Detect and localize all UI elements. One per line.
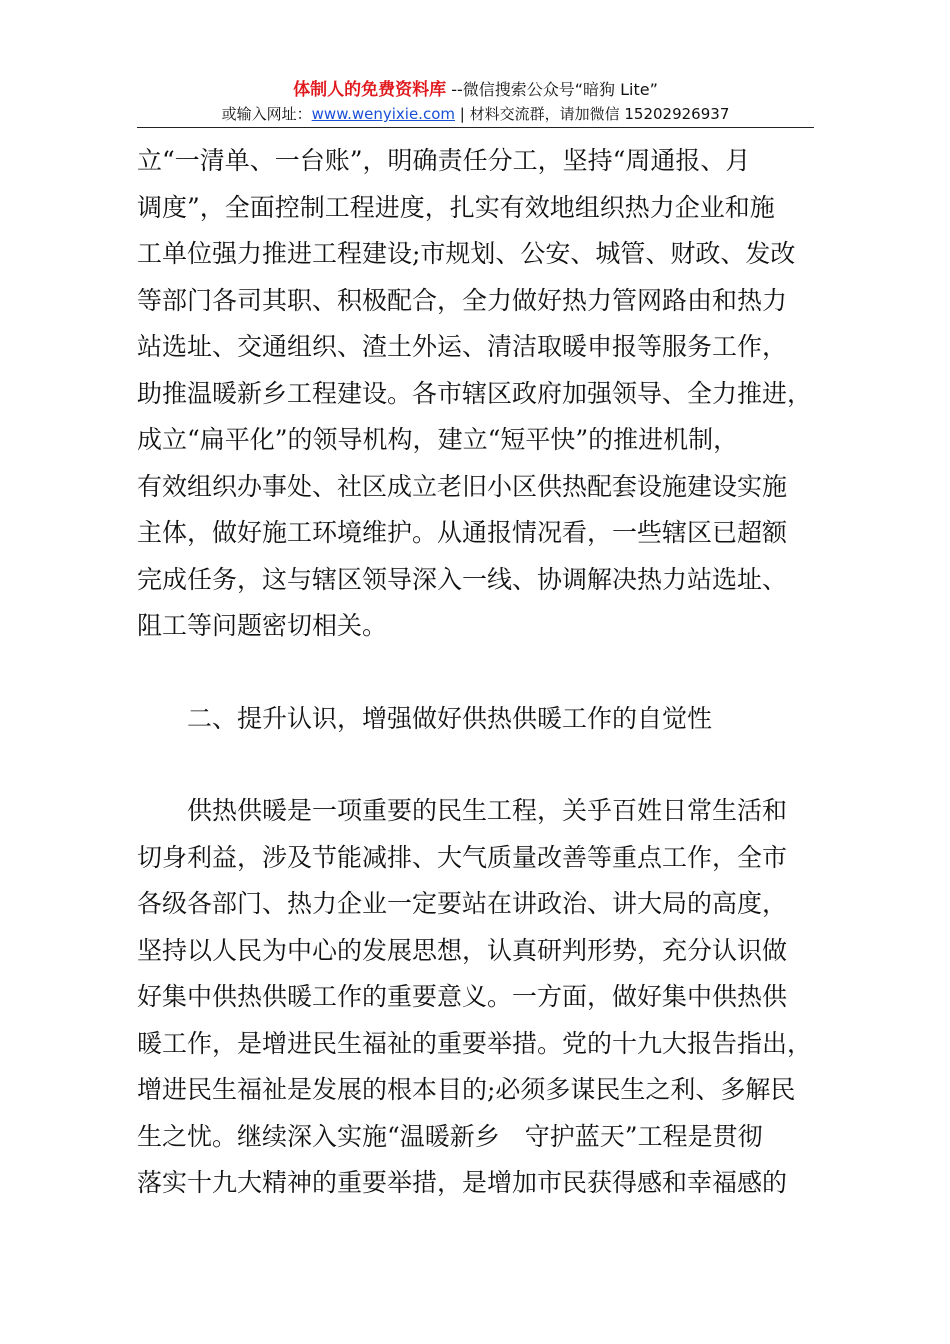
text-line: 工单位强力推进工程建设;市规划、公安、城管、财政、发改	[137, 239, 796, 268]
header-line-1	[137, 78, 814, 102]
text-line: 成立“扁平化”的领导机构，建立“短平快”的推进机制，	[137, 425, 739, 454]
contact-text: 材料交流群，请加微信 15202926937	[469, 105, 730, 123]
brand-title: 体制人的免费资料库	[293, 80, 447, 100]
url-prefix: 或输入网址：	[221, 105, 312, 123]
text-line: 等部门各司其职、积极配合，全力做好热力管网路由和热力	[137, 285, 788, 315]
text-line: 坚持以人民为中心的发展思想，认真研判形势，充分认识做	[137, 935, 788, 965]
text-line: 阻工等问题密切相关。	[137, 611, 388, 640]
paragraph-1	[137, 138, 827, 650]
text-line: 助推温暖新乡工程建设。各市辖区政府加强领导、全力推进，	[137, 378, 813, 408]
section-heading-text: 二、提升认识，增强做好供热供暖工作的自觉性	[187, 703, 713, 733]
wechat-text: --微信搜索公众号“暗狗 Lite”	[451, 80, 658, 99]
text-line: 主体，做好施工环境维护。从通报情况看，一些辖区已超额	[137, 518, 788, 547]
text-line: 生之忧。继续深入实施“温暖新乡 守护蓝天”工程是贯彻	[137, 1121, 763, 1151]
website-link[interactable]: www.wenyixie.com	[311, 105, 455, 123]
text-line: 好集中供热供暖工作的重要意义。一方面，做好集中供热供	[137, 982, 788, 1011]
text-line: 完成任务，这与辖区领导深入一线、协调解决热力站选址、	[137, 564, 788, 594]
section-heading	[137, 696, 827, 743]
text-line: 站选址、交通组织、渣土外运、清洁取暖申报等服务工作，	[137, 332, 788, 361]
page-header	[137, 78, 814, 126]
header-separator: |	[459, 105, 465, 123]
text-line: 有效组织办事处、社区成立老旧小区供热配套设施建设实施	[137, 471, 788, 501]
header-line-2	[137, 102, 814, 126]
text-line: 供热供暖是一项重要的民生工程，关乎百姓日常生活和	[187, 796, 788, 825]
text-line: 暖工作，是增进民生福祉的重要举措。党的十九大报告指出，	[137, 1028, 813, 1058]
text-line: 增进民生福祉是发展的根本目的;必须多谋民生之利、多解民	[137, 1075, 796, 1104]
text-line: 调度”，全面控制工程进度，扎实有效地组织热力企业和施	[137, 192, 775, 222]
text-line: 立“一清单、一台账”，明确责任分工，坚持“周通报、月	[137, 146, 751, 175]
header-divider	[137, 127, 814, 128]
text-line: 落实十九大精神的重要举措，是增加市民获得感和幸福感的	[137, 1168, 788, 1197]
paragraph-2	[137, 788, 827, 1207]
text-line: 切身利益，涉及节能减排、大气质量改善等重点工作，全市	[137, 842, 788, 872]
text-line: 各级各部门、热力企业一定要站在讲政治、讲大局的高度，	[137, 889, 788, 918]
document-body	[137, 138, 827, 1207]
